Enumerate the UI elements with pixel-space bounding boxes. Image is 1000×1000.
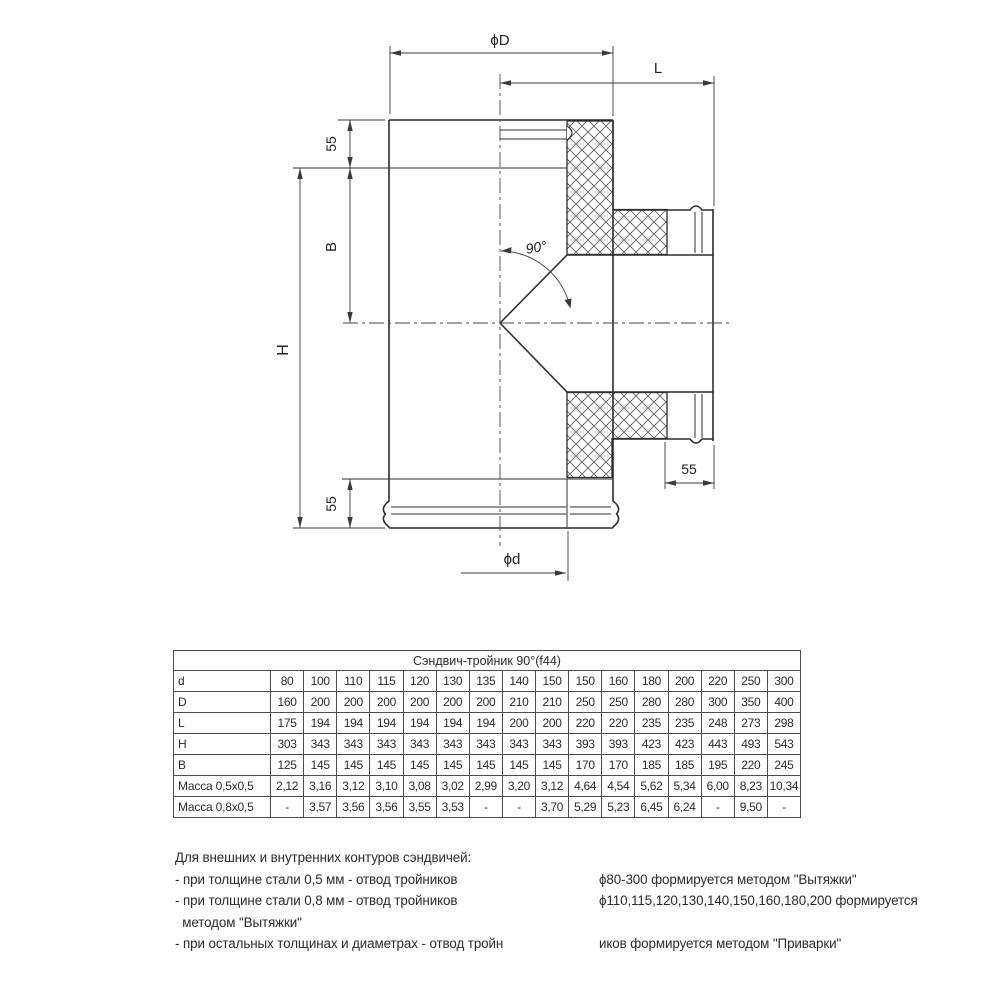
table-cell: 185: [668, 755, 701, 776]
table-cell: 343: [536, 734, 569, 755]
table-row: [174, 713, 801, 734]
dim-label-inner-diameter: ϕd: [503, 551, 521, 568]
table-cell: 115: [370, 671, 403, 692]
notes-heading: Для внешних и внутренних контуров сэндвичей:: [175, 850, 472, 865]
table-cell: 185: [635, 755, 668, 776]
table-cell: 4,64: [569, 776, 602, 797]
table-cell: 5,34: [668, 776, 701, 797]
table-cell: 100: [304, 671, 337, 692]
table-cell: 180: [635, 671, 668, 692]
notes-lines: [175, 869, 918, 955]
table-cell: 298: [767, 713, 800, 734]
table-cell: 200: [502, 713, 535, 734]
table-cell: 145: [502, 755, 535, 776]
note-right: ϕ80-300 формируется методом "Вытяжки": [599, 871, 857, 887]
table-cell: 170: [602, 755, 635, 776]
centerlines: [343, 74, 733, 546]
table-cell: 145: [304, 755, 337, 776]
pipe-contour: [383, 120, 713, 528]
table-cell: 6,45: [635, 797, 668, 818]
dimension-arrows: [297, 50, 714, 575]
table-cell: 5,29: [569, 797, 602, 818]
table-cell: 343: [469, 734, 502, 755]
table-cell: 2,12: [271, 776, 304, 797]
note-line: [175, 933, 842, 955]
note-line: [175, 912, 835, 934]
note-line: [175, 869, 857, 891]
table-cell: 160: [271, 692, 304, 713]
table-cell: 400: [767, 692, 800, 713]
insulation-hatch: [567, 121, 667, 478]
row-label: Масса 0,8x0,5: [174, 797, 271, 818]
table-cell: 493: [734, 734, 767, 755]
table-cell: 3,12: [337, 776, 370, 797]
dim-label-outer-diameter: ϕD: [490, 32, 510, 49]
table-cell: 80: [271, 671, 304, 692]
table-cell: 3,02: [436, 776, 469, 797]
table-cell: 280: [635, 692, 668, 713]
table-cell: 200: [337, 692, 370, 713]
table-cell: 5,23: [602, 797, 635, 818]
table-row: [174, 797, 801, 818]
row-label: Масса 0,5x0,5: [174, 776, 271, 797]
table-cell: 220: [701, 671, 734, 692]
table-row: [174, 671, 801, 692]
table-cell: 280: [668, 692, 701, 713]
table-cell: 4,54: [602, 776, 635, 797]
table-cell: 393: [569, 734, 602, 755]
dim-label-seg-top: 55: [323, 136, 339, 152]
spec-table: [173, 650, 801, 818]
table-cell: 343: [337, 734, 370, 755]
table-cell: 110: [337, 671, 370, 692]
table-cell: 250: [734, 671, 767, 692]
spec-table-body: [174, 651, 801, 818]
dim-label-branch-length: L: [653, 60, 663, 77]
note-left: методом "Вытяжки": [175, 914, 302, 930]
table-cell: -: [502, 797, 535, 818]
table-cell: 3,70: [536, 797, 569, 818]
table-cell: 145: [436, 755, 469, 776]
table-cell: 6,00: [701, 776, 734, 797]
table-cell: 3,56: [337, 797, 370, 818]
table-cell: 3,10: [370, 776, 403, 797]
table-cell: 194: [304, 713, 337, 734]
table-cell: 273: [734, 713, 767, 734]
dim-label-branch-angle: 90°: [524, 237, 548, 257]
table-cell: 343: [403, 734, 436, 755]
table-cell: 6,24: [668, 797, 701, 818]
dim-label-axis-offset: B: [323, 241, 340, 253]
table-cell: 210: [536, 692, 569, 713]
table-cell: 160: [602, 671, 635, 692]
table-cell: 393: [602, 734, 635, 755]
note-left: - при толщине стали 0,5 мм - отвод тройников: [175, 871, 458, 887]
table-cell: 235: [668, 713, 701, 734]
table-cell: 150: [569, 671, 602, 692]
table-cell: -: [767, 797, 800, 818]
table-cell: 194: [469, 713, 502, 734]
note-left: - при толщине стали 0,8 мм - отвод тройников: [175, 893, 458, 908]
row-label: D: [174, 692, 271, 713]
table-cell: 9,50: [734, 797, 767, 818]
table-cell: 150: [536, 671, 569, 692]
table-cell: 3,57: [304, 797, 337, 818]
table-cell: 140: [502, 671, 535, 692]
table-cell: 145: [403, 755, 436, 776]
note-left: - при остальных толщинах и диаметрах - отвод тройн: [175, 936, 504, 951]
table-cell: 300: [701, 692, 734, 713]
table-cell: 543: [767, 734, 800, 755]
table-cell: 423: [635, 734, 668, 755]
table-cell: 8,23: [734, 776, 767, 797]
table-cell: 3,08: [403, 776, 436, 797]
table-cell: 5,62: [635, 776, 668, 797]
row-label: d: [174, 671, 271, 692]
table-cell: -: [469, 797, 502, 818]
table-cell: 3,12: [536, 776, 569, 797]
table-cell: 200: [536, 713, 569, 734]
table-cell: 343: [304, 734, 337, 755]
table-row: [174, 776, 801, 797]
note-line: [175, 890, 918, 912]
table-cell: 245: [767, 755, 800, 776]
table-cell: 194: [337, 713, 370, 734]
table-cell: 130: [436, 671, 469, 692]
row-label: L: [174, 713, 271, 734]
dimension-labels: [275, 32, 697, 568]
table-cell: 10,34: [767, 776, 800, 797]
row-label: B: [174, 755, 271, 776]
table-cell: 210: [502, 692, 535, 713]
table-cell: 343: [436, 734, 469, 755]
table-cell: 145: [370, 755, 403, 776]
table-cell: 194: [403, 713, 436, 734]
note-right: иков формируется методом "Приварки": [599, 936, 842, 951]
table-cell: 248: [701, 713, 734, 734]
table-cell: 250: [569, 692, 602, 713]
table-cell: 194: [436, 713, 469, 734]
table-cell: 200: [403, 692, 436, 713]
table-cell: 3,20: [502, 776, 535, 797]
table-cell: 175: [271, 713, 304, 734]
table-cell: 220: [602, 713, 635, 734]
table-row: [174, 734, 801, 755]
table-cell: 125: [271, 755, 304, 776]
table-cell: 194: [370, 713, 403, 734]
table-cell: 303: [271, 734, 304, 755]
table-title-row: [174, 651, 801, 671]
pipe-detail-lines: [293, 130, 702, 527]
table-cell: 200: [370, 692, 403, 713]
notes-block: [175, 847, 918, 955]
row-label: H: [174, 734, 271, 755]
dim-label-seg-branch: 55: [681, 461, 697, 477]
table-cell: 200: [304, 692, 337, 713]
table-cell: 200: [469, 692, 502, 713]
table-cell: 350: [734, 692, 767, 713]
table-cell: 443: [701, 734, 734, 755]
table-cell: 220: [734, 755, 767, 776]
table-cell: 145: [337, 755, 370, 776]
table-cell: 200: [668, 671, 701, 692]
table-cell: 3,53: [436, 797, 469, 818]
dim-label-seg-bottom: 55: [323, 496, 339, 512]
table-cell: 170: [569, 755, 602, 776]
table-cell: 145: [469, 755, 502, 776]
table-cell: 195: [701, 755, 734, 776]
table-title: Сэндвич-тройник 90°(f44): [174, 651, 801, 671]
table-cell: 343: [370, 734, 403, 755]
table-cell: 235: [635, 713, 668, 734]
table-row: [174, 692, 801, 713]
table-cell: 250: [602, 692, 635, 713]
table-row: [174, 755, 801, 776]
note-right: ϕ110,115,120,130,140,150,160,180,200 формируется: [599, 893, 918, 908]
table-cell: -: [701, 797, 734, 818]
table-cell: 220: [569, 713, 602, 734]
dim-label-total-height: H: [275, 344, 292, 356]
table-cell: 145: [536, 755, 569, 776]
table-cell: 300: [767, 671, 800, 692]
table-cell: 200: [436, 692, 469, 713]
table-cell: 135: [469, 671, 502, 692]
table-cell: -: [271, 797, 304, 818]
table-cell: 3,16: [304, 776, 337, 797]
table-cell: 343: [502, 734, 535, 755]
dimension-lines: [293, 46, 714, 581]
table-cell: 2,99: [469, 776, 502, 797]
table-cell: 423: [668, 734, 701, 755]
table-cell: 3,55: [403, 797, 436, 818]
table-cell: 3,56: [370, 797, 403, 818]
table-cell: 120: [403, 671, 436, 692]
